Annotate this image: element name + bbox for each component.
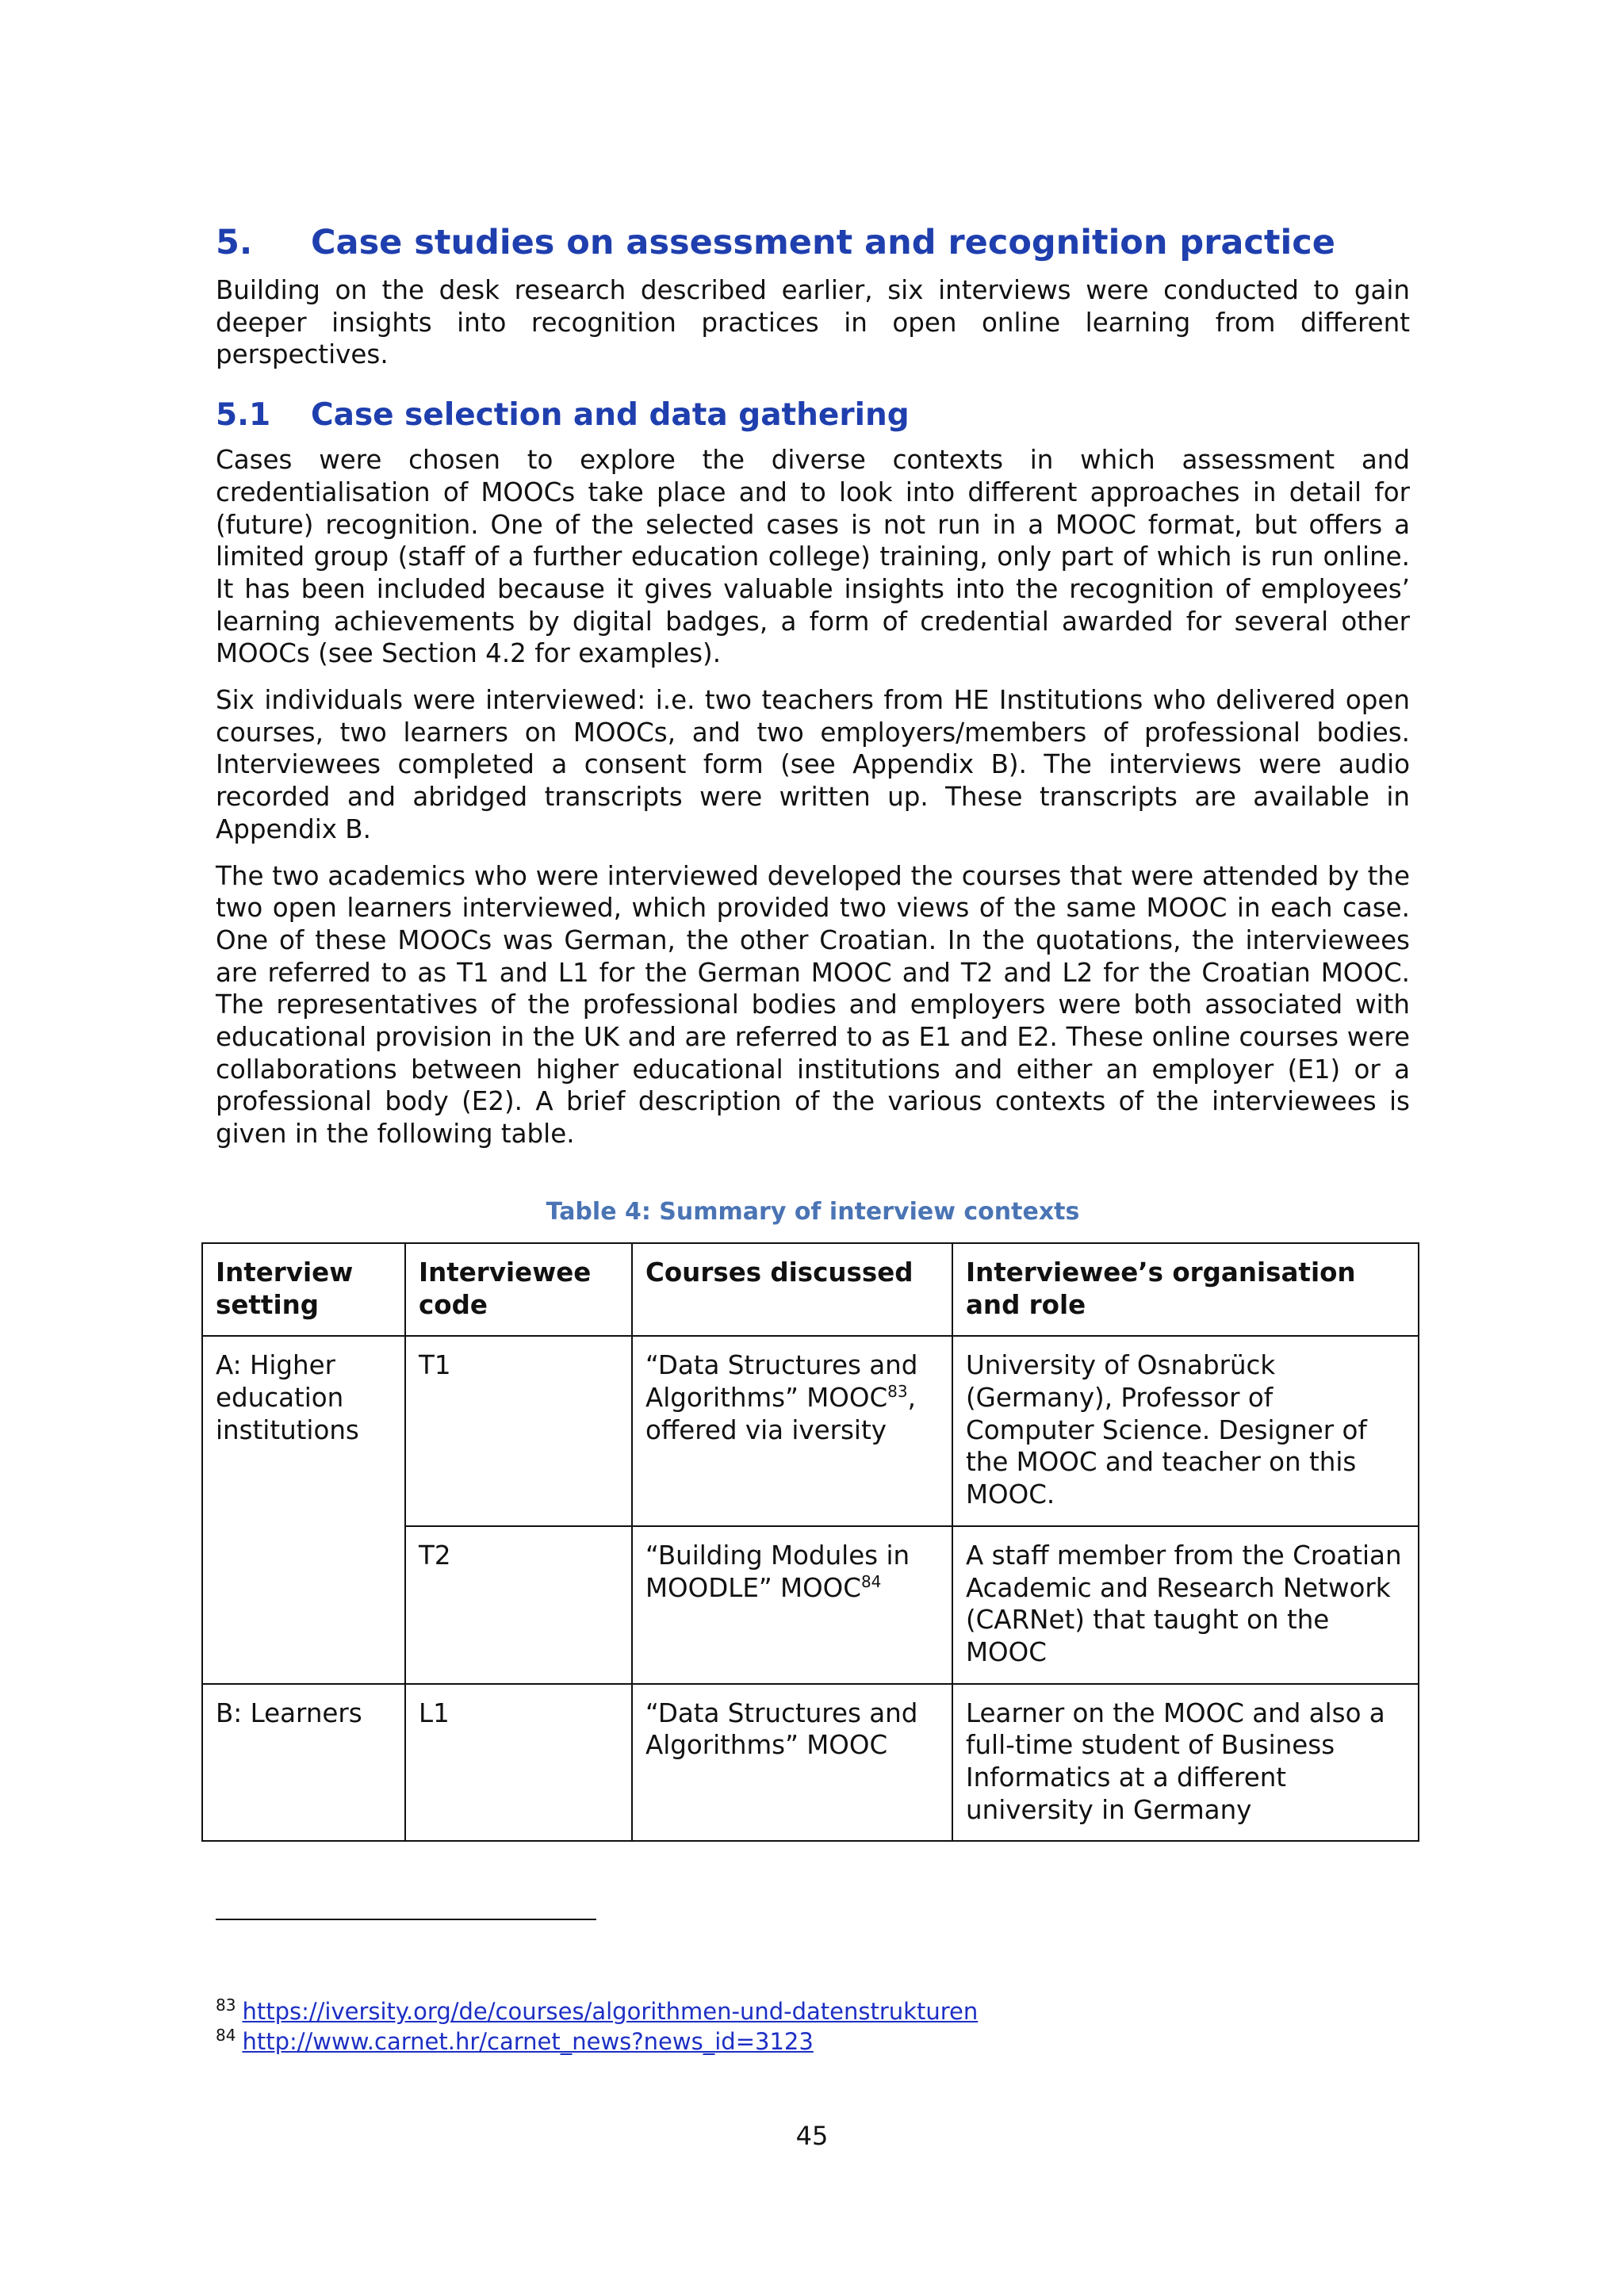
table-caption: Table 4: Summary of interview contexts bbox=[546, 1197, 1080, 1226]
footnote-divider bbox=[216, 1919, 596, 1920]
paragraph-interviewees: Six individuals were interviewed: i.e. two teachers from HE Institutions who delivered open courses, two learners on MOOCs, and two employers/members of professional bodies. Interviewees completed a consent form (see Appendix B). The interviews were audio recorded and abridged transcripts were written up. These transcripts are available in Appendix B. bbox=[216, 685, 1410, 844]
course-text-after: , offered via iversity bbox=[645, 1382, 916, 1445]
course-text: “Building Modules in MOODLE” MOOC bbox=[645, 1540, 910, 1603]
section-number: 5. bbox=[216, 223, 253, 262]
section-title: Case studies on assessment and recognition practice bbox=[311, 223, 1335, 262]
paragraph-academics: The two academics who were interviewed developed the courses that were attended by the two open learners interviewed, which provided two views of the same MOOC in each case. One of these MOOCs was German, the other Croatian. In the quotations, the interviewees are referred to as T1 and L1 for the German MOOC and T2 and L2 for the Croatian MOOC. The representatives of the professional bodies and employers were both associated with educational provision in the UK and are referred to as E1 and E2. These online courses were collaborations between higher educational institutions and either an employer (E1) or a professional body (E2). A brief description of the various contexts of the interviewees is given in the following table. bbox=[216, 860, 1410, 1150]
footnote-link-carnet[interactable]: http://www.carnet.hr/carnet_news?news_id=3123 bbox=[242, 2028, 814, 2055]
section-heading bbox=[216, 220, 1410, 265]
footnote-ref-83[interactable]: 83 bbox=[887, 1382, 908, 1402]
course-cell: “Data Structures and Algorithms” MOOC bbox=[632, 1684, 952, 1842]
code-cell: L1 bbox=[405, 1684, 632, 1842]
header-interview-setting: Interview setting bbox=[202, 1243, 405, 1336]
table-header-row bbox=[202, 1243, 1419, 1336]
role-cell: Learner on the MOOC and also a full-time student of Business Informatics at a different university in Germany bbox=[952, 1684, 1419, 1842]
course-cell bbox=[632, 1526, 952, 1684]
subsection-title: Case selection and data gathering bbox=[311, 397, 910, 434]
setting-cell: A: Higher education institutions bbox=[202, 1336, 405, 1683]
subsection-number: 5.1 bbox=[216, 397, 271, 434]
code-cell: T2 bbox=[405, 1526, 632, 1684]
header-interviewee-code: Interviewee code bbox=[405, 1243, 632, 1336]
footnote-number: 84 bbox=[216, 2026, 236, 2045]
setting-cell: B: Learners bbox=[202, 1684, 405, 1842]
footnotes bbox=[216, 1996, 1405, 2057]
code-cell: T1 bbox=[405, 1336, 632, 1526]
section-intro: Building on the desk research described earlier, six interviews were conducted to gain deeper insights into recognition practices in open online learning from different perspectives. bbox=[216, 275, 1410, 370]
course-cell bbox=[632, 1336, 952, 1526]
footnote-83 bbox=[216, 1996, 1405, 2026]
header-courses-discussed: Courses discussed bbox=[632, 1243, 952, 1336]
role-cell: A staff member from the Croatian Academic and Research Network (CARNet) that taught on the MOOC bbox=[952, 1526, 1419, 1684]
role-cell: University of Osnabrück (Germany), Professor of Computer Science. Designer of the MOOC and teacher on this MOOC. bbox=[952, 1336, 1419, 1526]
subsection-heading bbox=[216, 395, 1410, 436]
page-content bbox=[216, 220, 1410, 1842]
header-organisation-role: Interviewee’s organisation and role bbox=[952, 1243, 1419, 1336]
table-row bbox=[202, 1684, 1419, 1842]
footnote-number: 83 bbox=[216, 1996, 236, 2015]
page-number: 45 bbox=[795, 2121, 829, 2151]
course-text: “Data Structures and Algorithms” MOOC bbox=[645, 1350, 918, 1413]
footnote-84 bbox=[216, 2026, 1405, 2057]
footnote-ref-84[interactable]: 84 bbox=[860, 1571, 882, 1591]
paragraph-case-selection: Cases were chosen to explore the diverse contexts in which assessment and credentialisation of MOOCs take place and to look into different approaches in detail for (future) recognition. One of the selected cases is not run in a MOOC format, but offers a limited group (staff of a further education college) training, only part of which is run online. It has been included because it gives valuable insights into the recognition of employees’ learning achievements by digital badges, a form of credential awarded for several other MOOCs (see Section 4.2 for examples). bbox=[216, 445, 1410, 669]
table-row bbox=[202, 1336, 1419, 1526]
footnote-link-iversity[interactable]: https://iversity.org/de/courses/algorithmen-und-datenstrukturen bbox=[242, 1998, 979, 2025]
interview-contexts-table bbox=[201, 1242, 1419, 1843]
